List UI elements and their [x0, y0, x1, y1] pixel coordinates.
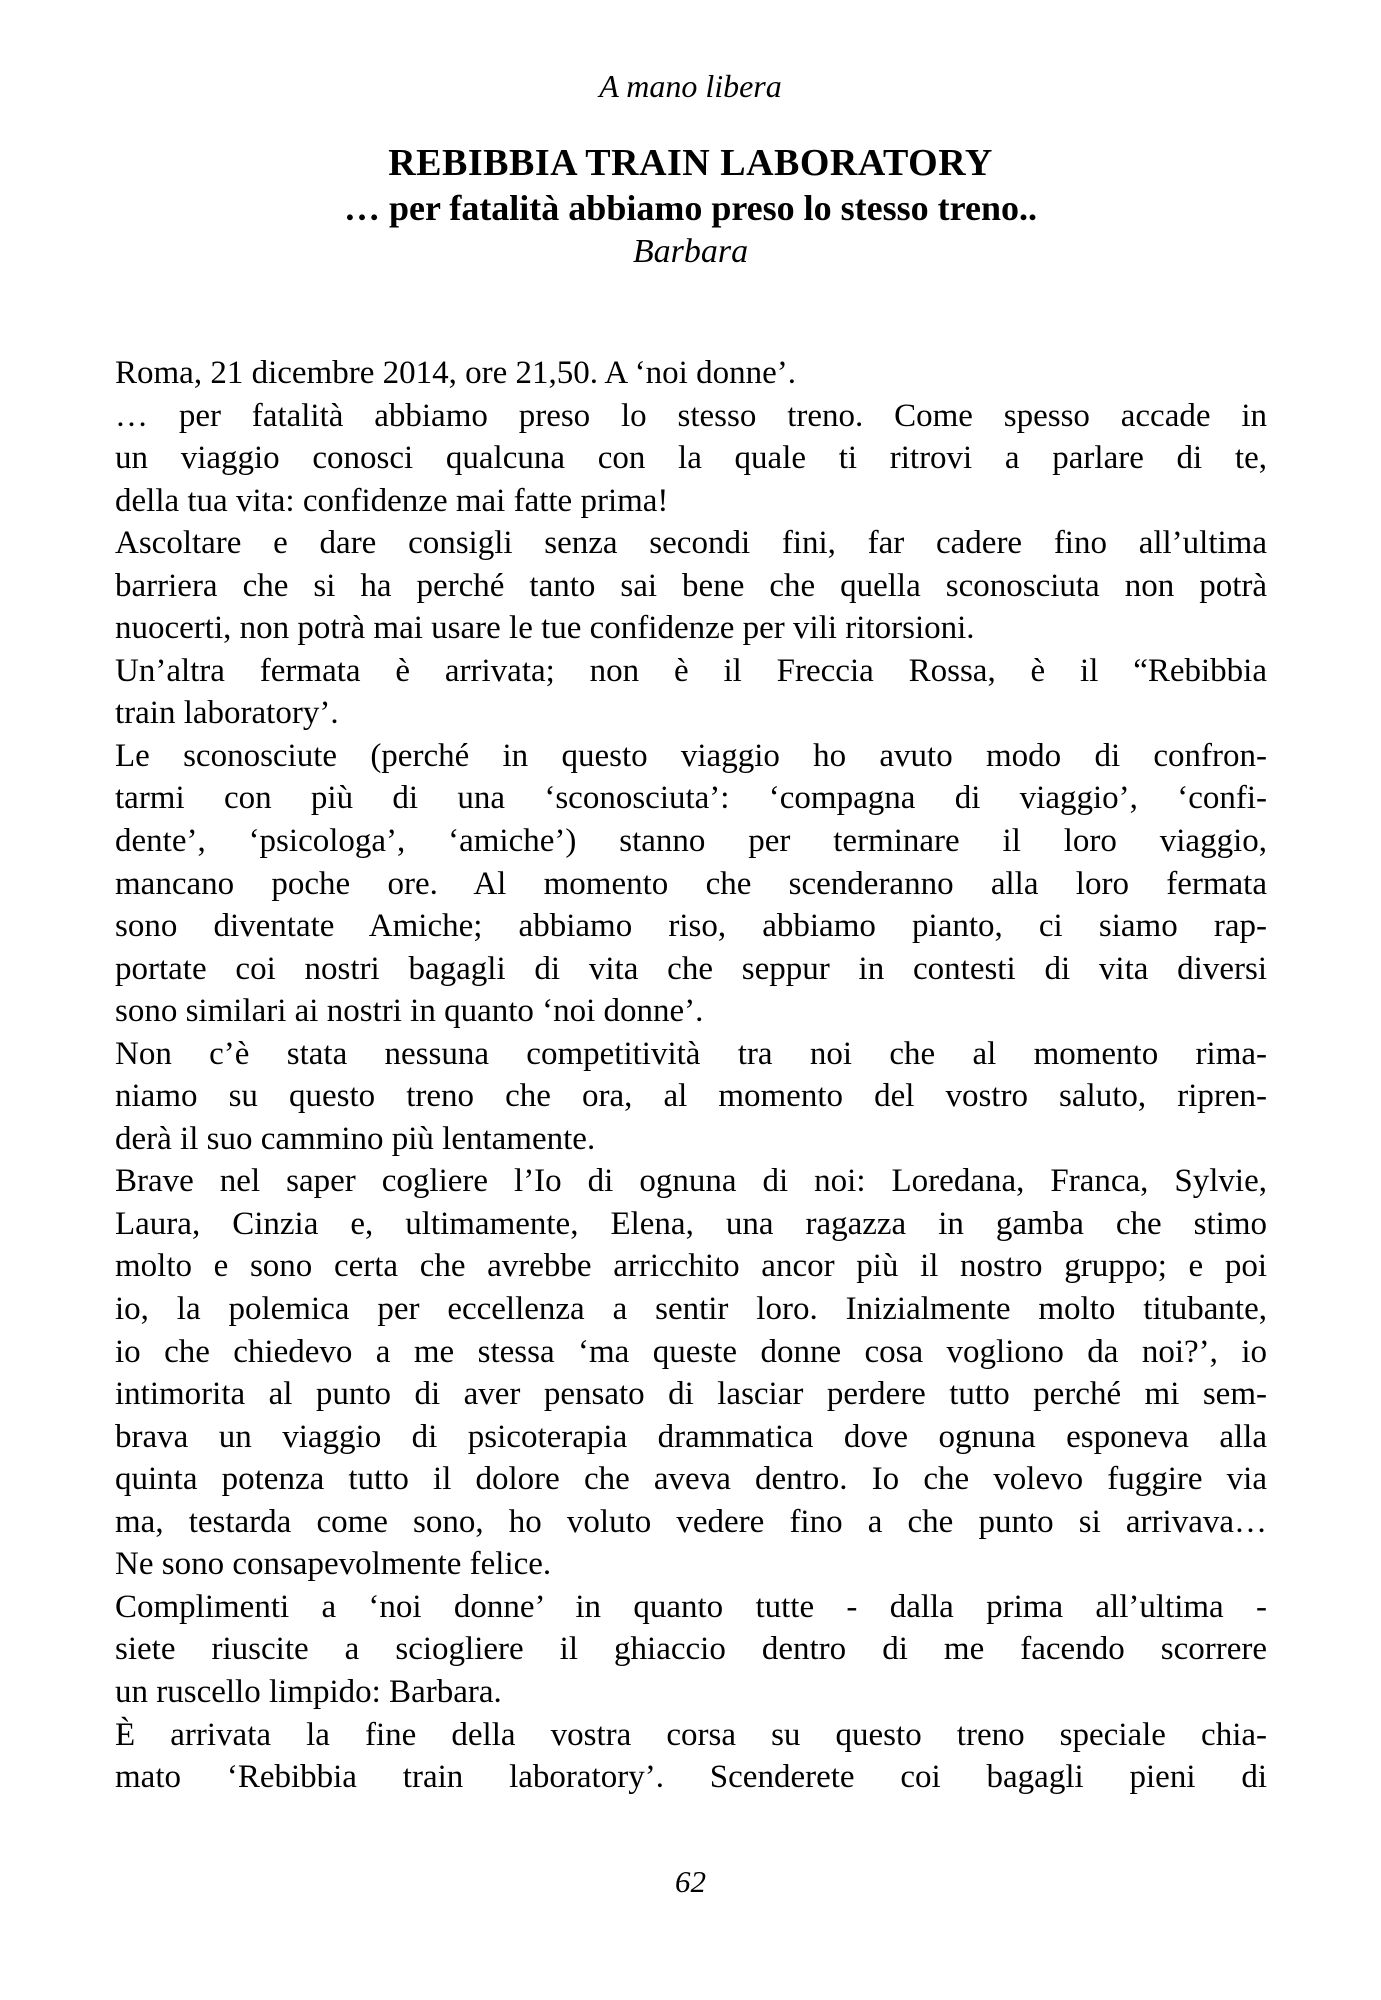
- text-line: intimorita al punto di aver pensato di lasciar perdere tutto perché mi sem-: [115, 1376, 1267, 1413]
- running-header: A mano libera: [599, 68, 782, 104]
- text-line: io, la polemica per eccellenza a sentir loro. Inizialmente molto titubante,: [115, 1291, 1267, 1328]
- text-line: molto e sono certa che avrebbe arricchito ancor più il nostro gruppo; e poi: [115, 1248, 1267, 1285]
- body-text: [115, 352, 1267, 1799]
- text-line: dente’, ‘psicologa’, ‘amiche’) stanno per terminare il loro viaggio,: [115, 823, 1267, 860]
- text-line: Non c’è stata nessuna competitività tra noi che al momento rima-: [115, 1035, 1267, 1072]
- text-line: siete riuscite a sciogliere il ghiaccio dentro di me facendo scorrere: [115, 1631, 1267, 1668]
- page-number: 62: [675, 1864, 706, 1899]
- text-line: sono similari ai nostri in quanto ‘noi donne’.: [115, 993, 704, 1030]
- text-line: brava un viaggio di psicoterapia drammatica dove ognuna esponeva alla: [115, 1418, 1267, 1455]
- text-line: portate coi nostri bagagli di vita che seppur in contesti di vita diversi: [115, 950, 1267, 987]
- text-line: Ne sono consapevolmente felice.: [115, 1546, 552, 1583]
- text-line: Brave nel saper cogliere l’Io di ognuna di noi: Loredana, Franca, Sylvie,: [115, 1163, 1267, 1200]
- text-line: tarmi con più di una ‘sconosciuta’: ‘compagna di viaggio’, ‘confi-: [115, 780, 1267, 817]
- text-line: … per fatalità abbiamo preso lo stesso treno. Come spesso accade in: [115, 397, 1267, 434]
- text-line: mancano poche ore. Al momento che scenderanno alla loro fermata: [115, 865, 1267, 902]
- text-line: derà il suo cammino più lentamente.: [115, 1120, 596, 1157]
- text-line: della tua vita: confidenze mai fatte prima!: [115, 482, 669, 519]
- text-line: È arrivata la fine della vostra corsa su questo treno speciale chia-: [115, 1716, 1267, 1753]
- chapter-heading: [0, 140, 1381, 274]
- text-line: Laura, Cinzia e, ultimamente, Elena, una ragazza in gamba che stimo: [115, 1205, 1267, 1242]
- text-line: Un’altra fermata è arrivata; non è il Freccia Rossa, è il “Rebibbia: [115, 652, 1267, 689]
- text-line: un viaggio conosci qualcuna con la quale ti ritrovi a parlare di te,: [115, 440, 1267, 477]
- text-line: barriera che si ha perché tanto sai bene che quella sconosciuta non potrà: [115, 567, 1267, 604]
- text-line: nuocerti, non potrà mai usare le tue confidenze per vili ritorsioni.: [115, 610, 975, 647]
- text-line: sono diventate Amiche; abbiamo riso, abbiamo pianto, ci siamo rap-: [115, 908, 1267, 945]
- text-line: Complimenti a ‘noi donne’ in quanto tutte - dalla prima all’ultima -: [115, 1588, 1267, 1625]
- text-line: Roma, 21 dicembre 2014, ore 21,50. A ‘noi donne’.: [115, 355, 796, 391]
- text-line: Le sconosciute (perché in questo viaggio ho avuto modo di confron-: [115, 737, 1267, 774]
- chapter-subtitle: … per fatalità abbiamo preso lo stesso treno..: [344, 188, 1037, 228]
- chapter-title: REBIBBIA TRAIN LABORATORY: [388, 142, 993, 184]
- text-line: quinta potenza tutto il dolore che aveva dentro. Io che volevo fuggire via: [115, 1461, 1267, 1498]
- text-line: niamo su questo treno che ora, al momento del vostro saluto, ripren-: [115, 1078, 1267, 1115]
- text-line: Ascoltare e dare consigli senza secondi fini, far cadere fino all’ultima: [115, 525, 1267, 562]
- author-name: Barbara: [632, 233, 749, 270]
- text-line: ma, testarda come sono, ho voluto vedere fino a che punto si arrivava…: [115, 1503, 1267, 1540]
- text-line: mato ‘Rebibbia train laboratory’. Scenderete coi bagagli pieni di: [115, 1759, 1267, 1796]
- text-line: train laboratory’.: [115, 695, 339, 732]
- text-line: un ruscello limpido: Barbara.: [115, 1673, 502, 1710]
- text-line: io che chiedevo a me stessa ‘ma queste donne cosa vogliono da noi?’, io: [115, 1333, 1267, 1370]
